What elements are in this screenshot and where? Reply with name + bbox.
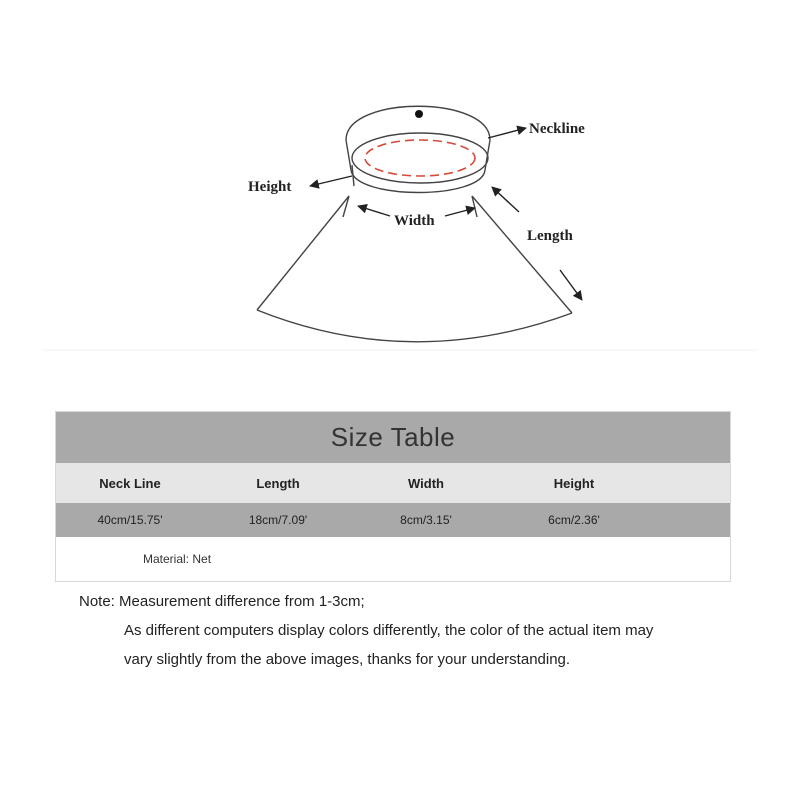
- note-line-2: As different computers display colors differently, the color of the actual item may: [124, 622, 654, 639]
- length-label: Length: [527, 228, 573, 244]
- size-table: [55, 411, 731, 582]
- size-table-header-row: [56, 463, 730, 503]
- value-length: 18cm/7.09': [248, 513, 308, 527]
- note-line-1: Note: Measurement difference from 1-3cm;: [79, 593, 365, 610]
- height-label: Height: [248, 179, 292, 195]
- size-table-values-row: [56, 503, 730, 537]
- neckline-label: Neckline: [529, 121, 585, 137]
- material-text: Material: Net: [143, 552, 212, 566]
- size-table-title: Size Table: [330, 422, 456, 452]
- dimension-arrows: [310, 128, 582, 300]
- product-measurement-diagram: [0, 0, 800, 360]
- header-height: Height: [553, 475, 595, 491]
- size-table-material-row: [56, 537, 730, 581]
- size-table-title-row: [56, 412, 730, 463]
- cone-outline: [257, 165, 572, 342]
- header-neck-line: Neck Line: [99, 475, 161, 491]
- value-height: 6cm/2.36': [548, 513, 600, 527]
- note-line-3: vary slightly from the above images, thanks for your understanding.: [124, 651, 571, 668]
- header-length: Length: [256, 475, 300, 491]
- neckline-dashed-outline: [365, 140, 475, 176]
- collar-button-dot: [415, 110, 423, 118]
- notes-section: [79, 592, 769, 679]
- value-width: 8cm/3.15': [400, 513, 452, 527]
- value-neck-line: 40cm/15.75': [97, 513, 163, 527]
- header-width: Width: [408, 475, 444, 491]
- width-label: Width: [394, 213, 435, 229]
